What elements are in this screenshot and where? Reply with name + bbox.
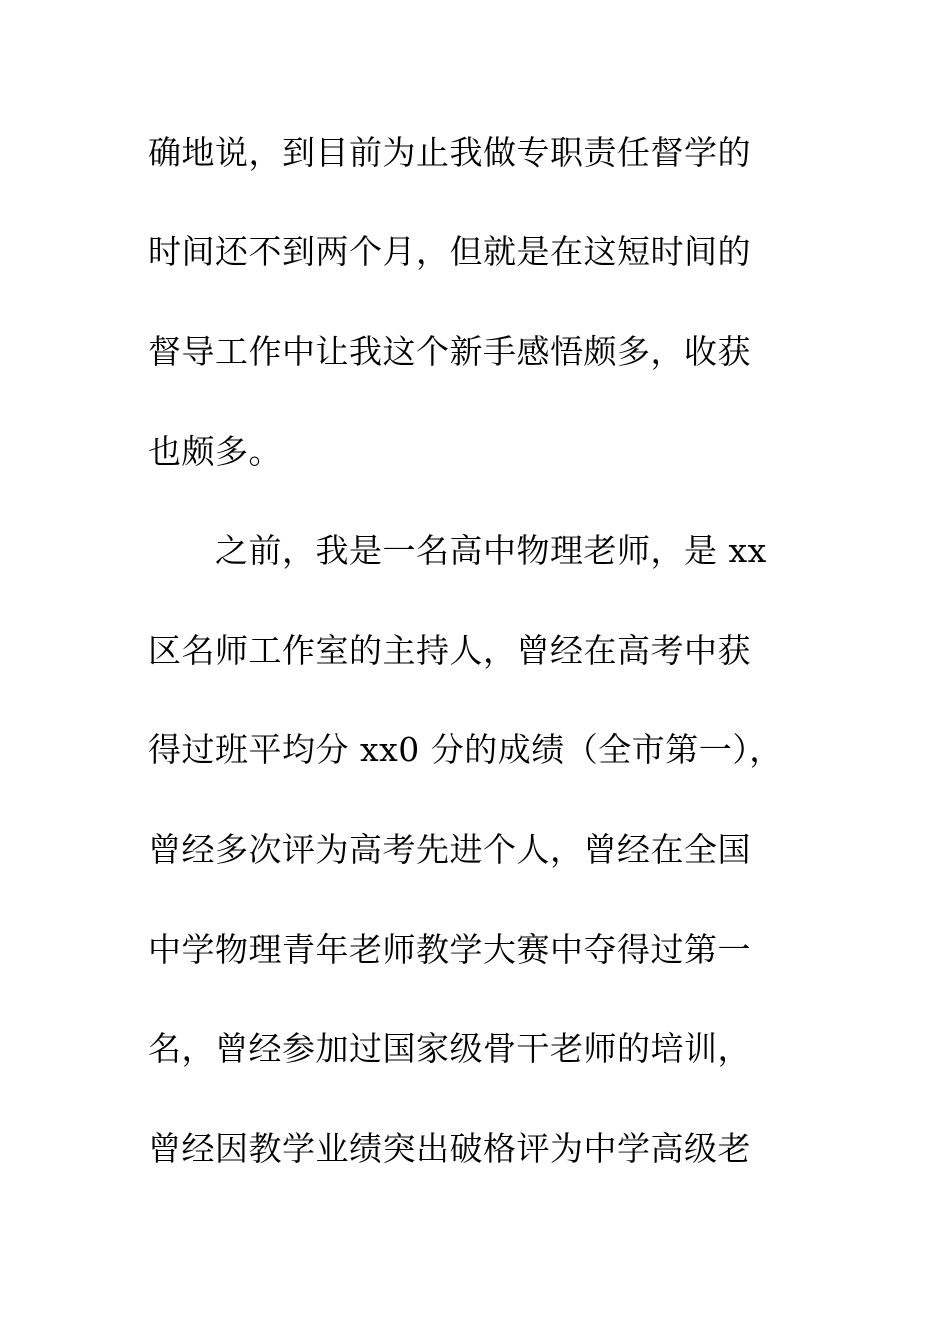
body-text-line: 也颇多。 <box>148 432 282 471</box>
body-text-line: 名，曾经参加过国家级骨干老师的培训， <box>148 1029 751 1068</box>
body-text-line: 区名师工作室的主持人，曾经在高考中获 <box>148 631 751 670</box>
paragraph-first-line: 之前，我是一名高中物理老师，是 xx <box>215 531 767 570</box>
body-text-line: 曾经因教学业绩突出破格评为中学高级老 <box>148 1129 751 1168</box>
body-text-line: 督导工作中让我这个新手感悟颇多，收获 <box>148 332 751 371</box>
body-text-line: 确地说，到目前为止我做专职责任督学的 <box>148 133 751 172</box>
body-text-line: 时间还不到两个月，但就是在这短时间的 <box>148 232 751 271</box>
body-text-line: 中学物理青年老师教学大赛中夺得过第一 <box>148 930 751 969</box>
body-text-line: 曾经多次评为高考先进个人，曾经在全国 <box>148 830 751 869</box>
body-text-line: 得过班平均分 xx0 分的成绩（全市第一）， <box>148 730 783 769</box>
